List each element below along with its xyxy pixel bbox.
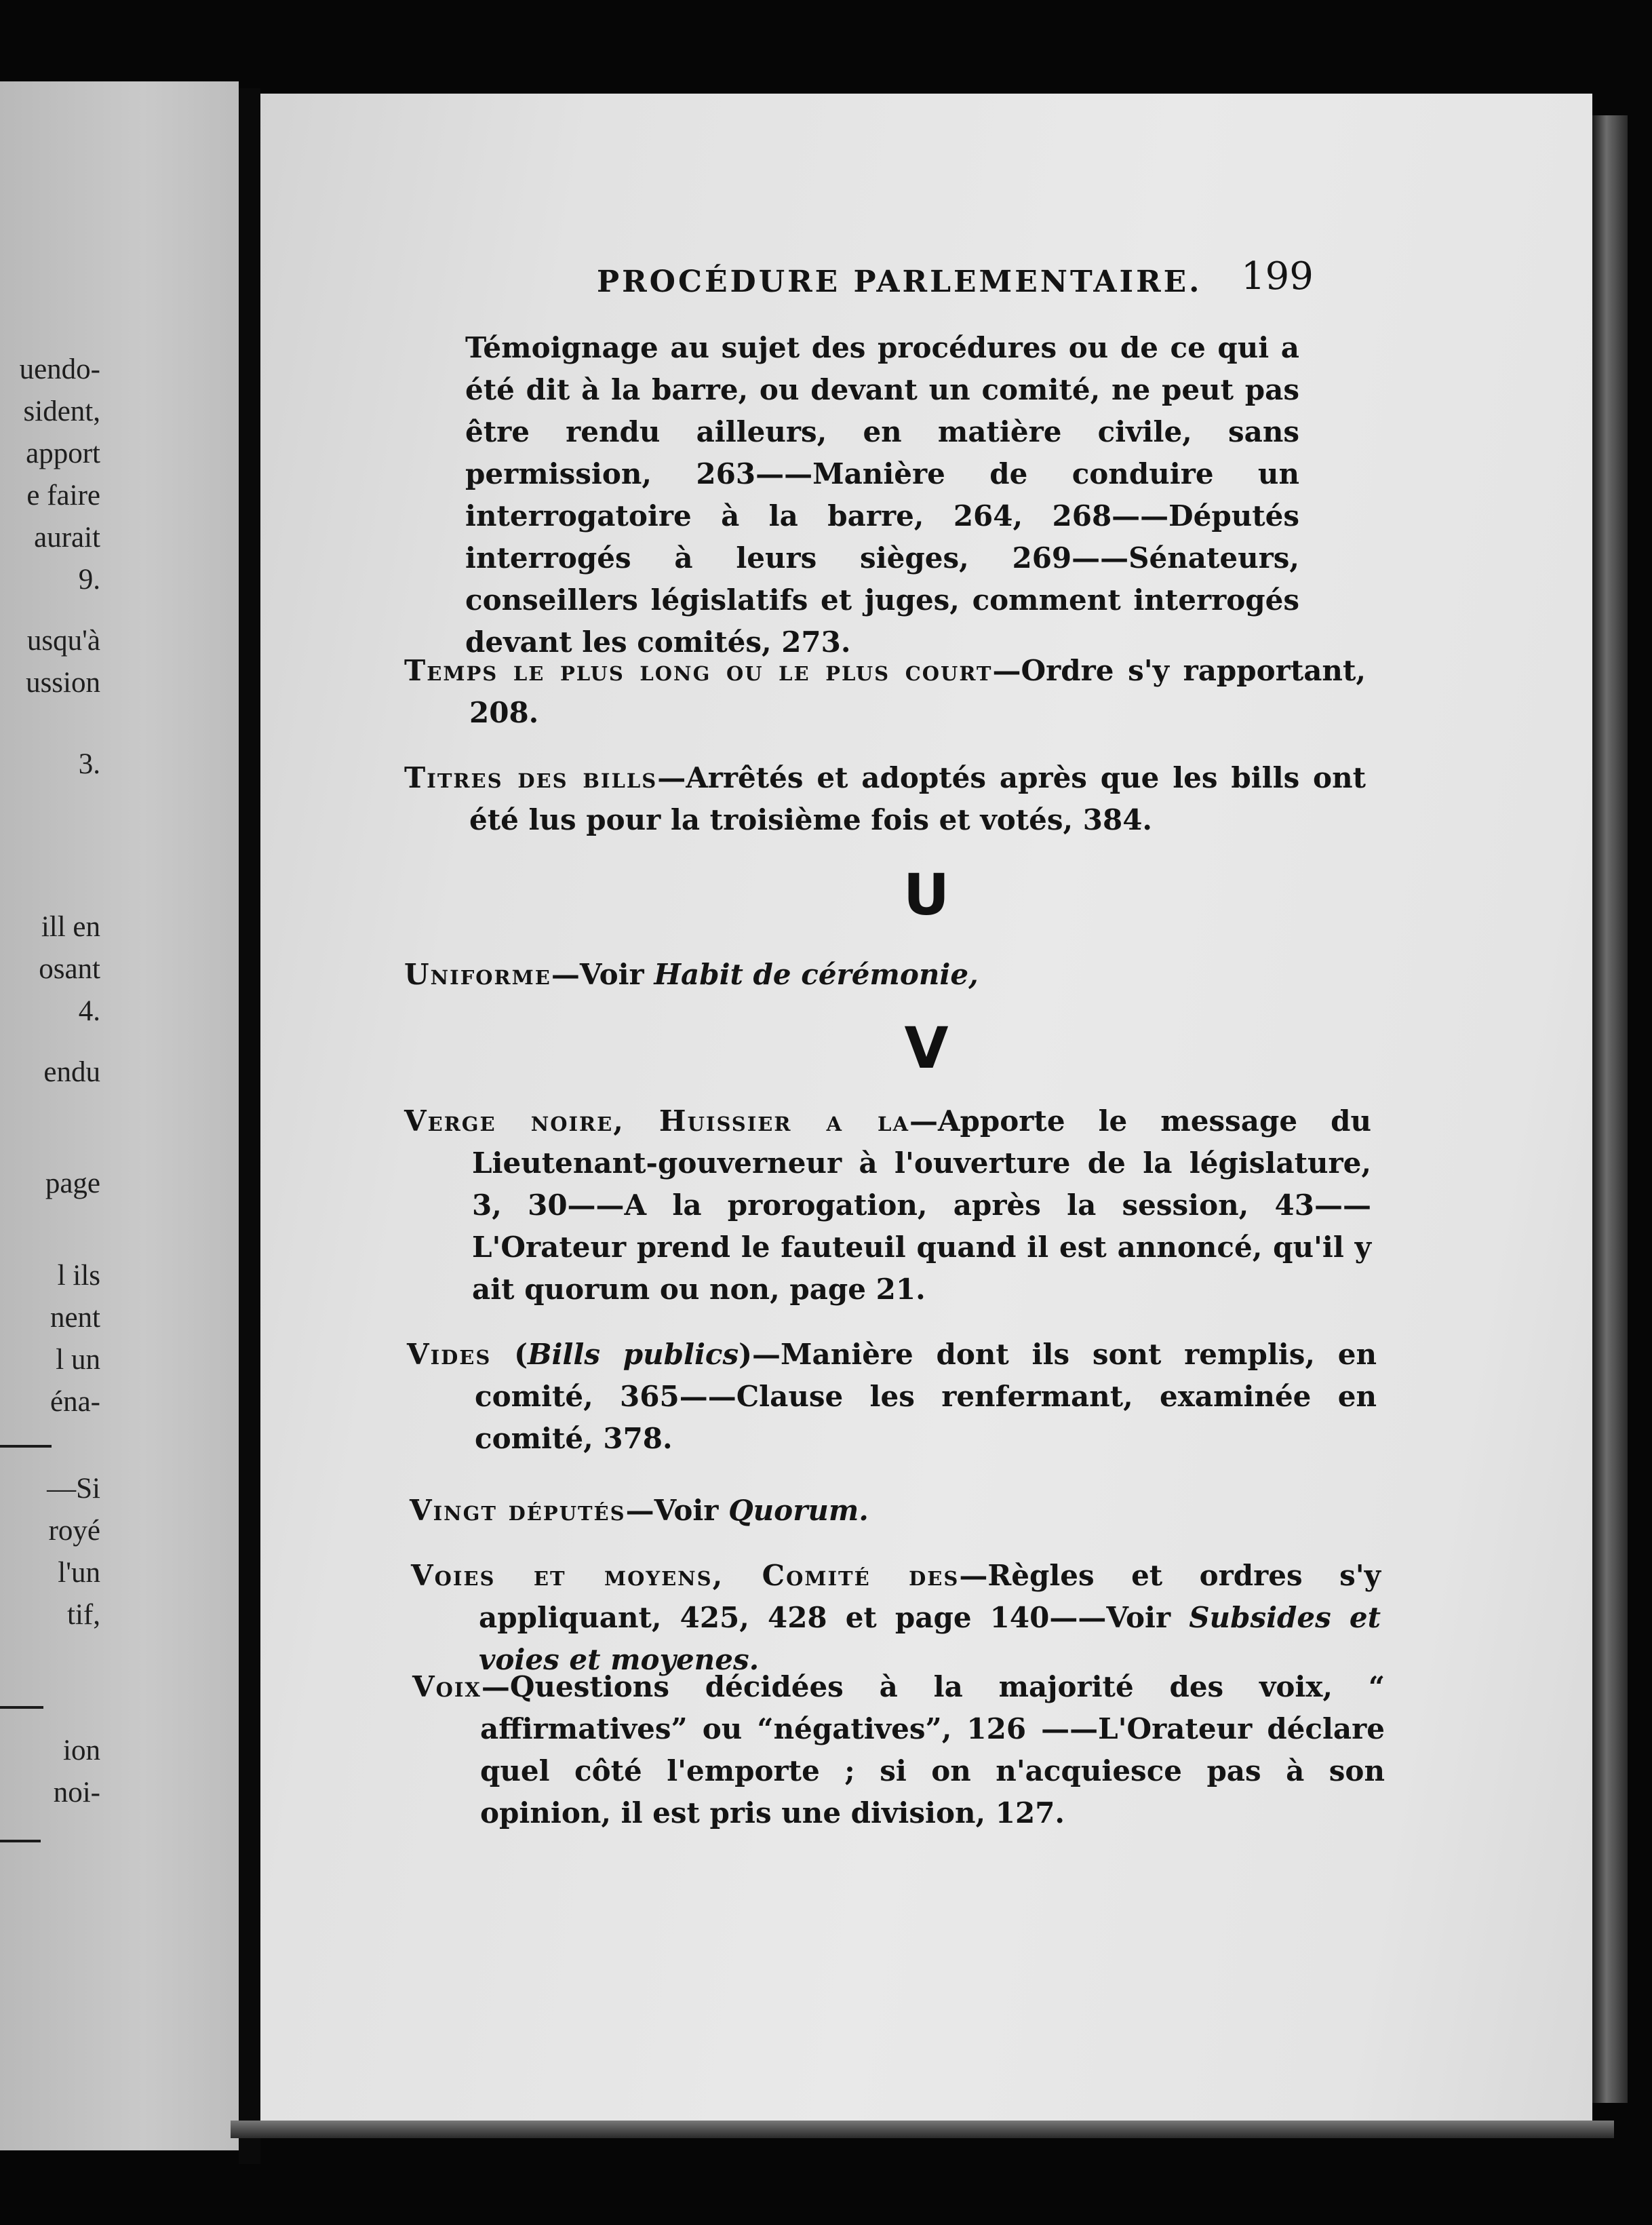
left-facing-page — [0, 81, 239, 2150]
entry-text: —Questions décidées à la majorité des voix, “ affirmatives” ou “négatives”, 126 ——L'Orateur déclare quel côté l'emporte ; si on n'acquiesce pas à son opinion, il est pris une division, 127. — [480, 1670, 1385, 1830]
left-fragment: l un — [56, 1344, 100, 1376]
entry-text: —Voir — [551, 958, 654, 991]
entry-reference: Quorum. — [728, 1494, 869, 1527]
left-fragment: osant — [39, 953, 100, 985]
entry-reference: Habit de cérémonie, — [654, 958, 979, 991]
section-letter-v: V — [904, 1015, 949, 1081]
entry-text: —Arrêtés et adoptés après que les bills ont été lus pour la troisième fois et votés, 384. — [469, 761, 1366, 836]
entry-text: —Manière dont ils sont remplis, en comité, 365——Clause les renfermant, examinée en comité, 378. — [475, 1338, 1377, 1455]
left-rule — [0, 1445, 52, 1448]
left-rule — [0, 1706, 43, 1709]
entry-uniforme — [404, 954, 1301, 996]
entry-italic: Bills publics — [527, 1338, 739, 1371]
left-fragment: l'un — [58, 1557, 100, 1589]
entry-text: ( — [491, 1338, 528, 1371]
left-fragment: éna- — [50, 1386, 100, 1418]
page-edge-right — [1592, 115, 1628, 2103]
left-fragment: royé — [48, 1515, 100, 1547]
left-fragment: ill en — [41, 911, 100, 943]
entry-voies — [411, 1555, 1381, 1681]
entry-text: —Ordre s'y rapportant, 208. — [469, 654, 1366, 729]
left-fragment: endu — [43, 1056, 100, 1088]
left-fragment: sident, — [23, 395, 100, 427]
left-fragment: 9. — [78, 564, 100, 596]
page-number: 199 — [1241, 254, 1314, 298]
left-fragment: 3. — [78, 748, 100, 780]
entry-reference: Subsides et voies et moyenes. — [479, 1601, 1381, 1676]
left-fragment: —Si — [47, 1473, 100, 1505]
entry-temoignage — [465, 327, 1299, 663]
left-fragment: ion — [63, 1735, 100, 1766]
entry-vingt — [410, 1490, 1309, 1532]
entry-head: Voies et moyens, Comité des — [411, 1559, 960, 1592]
left-fragment: uendo- — [19, 353, 100, 385]
left-rule — [0, 1840, 41, 1842]
entry-text: —Voir — [625, 1494, 729, 1527]
entry-text: ) — [739, 1338, 752, 1371]
entry-head: Verge noire, Huissier a la — [404, 1104, 909, 1138]
entry-head: Voix — [412, 1670, 481, 1703]
left-fragment: noi- — [53, 1777, 100, 1808]
entry-head: Uniforme — [404, 958, 551, 991]
entry-titres — [404, 757, 1366, 841]
running-head: PROCÉDURE PARLEMENTAIRE. — [597, 265, 1202, 299]
left-fragment: l ils — [57, 1260, 100, 1292]
entry-head: Titres des bills — [404, 761, 658, 794]
left-fragment: tif, — [67, 1599, 100, 1631]
book-gutter — [239, 88, 260, 2164]
entry-head: Vingt députés — [410, 1494, 626, 1527]
entry-text: —Règles et ordres s'y appliquant, 425, 428 et page 140——Voir — [479, 1559, 1381, 1634]
entry-text: Témoignage au sujet des procédures ou de ce qui a été dit à la barre, ou devant un comité, ne peut pas être rendu ailleurs, en matière civile, sans permission, 263——Manière de conduire un interrogatoire à la barre, 264, 268——Députés interrogés à leurs sièges, 269——Sénateurs, conseillers législatifs et juges, comment interrogés devant les comités, 273. — [465, 331, 1299, 659]
entry-head: Temps le plus long ou le plus court — [404, 654, 993, 687]
page-edge-bottom — [231, 2121, 1614, 2138]
section-letter-u: U — [903, 862, 950, 928]
left-fragment: 4. — [78, 995, 100, 1027]
left-fragment: page — [45, 1167, 100, 1199]
left-fragment: e faire — [26, 480, 100, 511]
entry-verge — [404, 1100, 1371, 1311]
left-fragment: nent — [50, 1302, 100, 1334]
entry-voix — [412, 1666, 1385, 1834]
left-fragment: ussion — [26, 667, 100, 699]
entry-head: Vides — [407, 1338, 492, 1371]
left-fragment: apport — [26, 438, 100, 469]
entry-vides — [407, 1334, 1377, 1460]
left-fragment: usqu'à — [26, 625, 100, 657]
entry-text: —Apporte le message du Lieutenant-gouverneur à l'ouverture de la législature, 3, 30——A la prorogation, après la session, 43——L'Orateur prend le fauteuil quand il est annoncé, qu'il y ait quorum ou non, page 21. — [472, 1104, 1371, 1306]
left-fragment: aurait — [34, 522, 100, 554]
entry-temps — [404, 650, 1366, 734]
